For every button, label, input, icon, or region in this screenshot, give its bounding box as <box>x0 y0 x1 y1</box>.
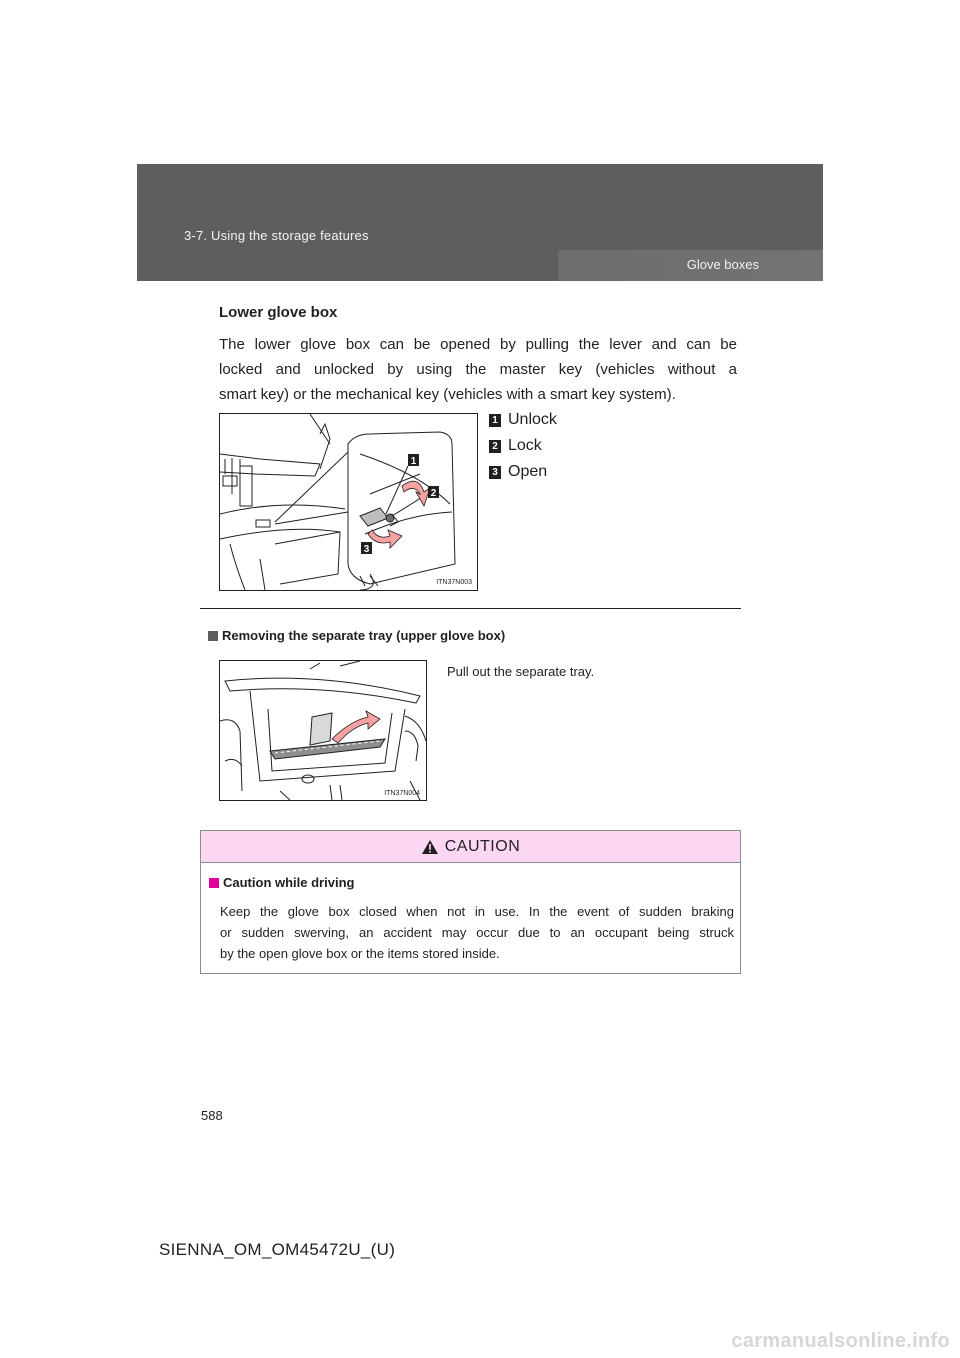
square-bullet-icon <box>208 631 218 641</box>
caution-text <box>220 901 734 964</box>
header-tab-label: Glove boxes <box>686 257 759 272</box>
lower-glove-box-heading: Lower glove box <box>219 304 338 321</box>
caution-line: Keep the glove box closed when not in use. In the event of sudden braking <box>220 904 734 919</box>
upper-glove-box-illustration <box>219 660 427 801</box>
caution-title: CAUTION <box>444 837 521 855</box>
legend-item-unlock <box>489 409 557 431</box>
warning-triangle-icon <box>421 839 439 855</box>
removing-tray-heading-text: Removing the separate tray (upper glove box) <box>222 628 506 643</box>
lower-glove-box-illustration <box>219 413 478 591</box>
watermark: carmanualsonline.info <box>731 1330 950 1352</box>
description-line: The lower glove box can be opened by pulling the lever and can be <box>219 336 737 353</box>
description-line: smart key) or the mechanical key (vehicles with a smart key system). <box>219 386 676 403</box>
figure-code: ITN37N003 <box>436 579 472 586</box>
number-badge: 2 <box>489 440 501 453</box>
pull-out-arrow-icon <box>332 711 380 743</box>
caution-subheading-text: Caution while driving <box>223 875 355 890</box>
callout-1: 1 <box>410 456 417 467</box>
caution-subheading <box>209 875 354 890</box>
caution-header <box>201 831 740 863</box>
callout-3: 3 <box>363 544 370 555</box>
number-badge: 1 <box>489 414 501 427</box>
description-line: locked and unlocked by using the master key (vehicles without a <box>219 361 737 378</box>
section-divider <box>200 608 741 609</box>
legend-label: Lock <box>508 437 542 454</box>
glove-box-lock-drawing <box>220 414 477 590</box>
page-number: 588 <box>201 1108 223 1123</box>
legend-item-lock <box>489 435 542 457</box>
lower-glove-box-description <box>219 332 737 407</box>
header-tab <box>558 250 823 281</box>
legend-item-open <box>489 461 547 483</box>
caution-line: or sudden swerving, an accident may occur due to an occupant being struck <box>220 925 734 940</box>
callout-2: 2 <box>430 488 437 499</box>
caution-line: by the open glove box or the items stored inside. <box>220 946 500 961</box>
section-title: 3-7. Using the storage features <box>184 228 369 243</box>
legend-label: Open <box>508 463 548 480</box>
square-bullet-icon <box>209 878 219 888</box>
separate-tray-drawing <box>220 661 426 800</box>
figure-code: ITN37N004 <box>384 790 420 797</box>
number-badge: 3 <box>489 466 501 479</box>
page-header <box>137 164 823 281</box>
pull-out-instruction: Pull out the separate tray. <box>447 664 595 679</box>
caution-box <box>200 830 741 974</box>
document-code: SIENNA_OM_OM45472U_(U) <box>159 1240 396 1259</box>
removing-tray-heading <box>208 628 505 643</box>
legend-label: Unlock <box>508 411 557 428</box>
